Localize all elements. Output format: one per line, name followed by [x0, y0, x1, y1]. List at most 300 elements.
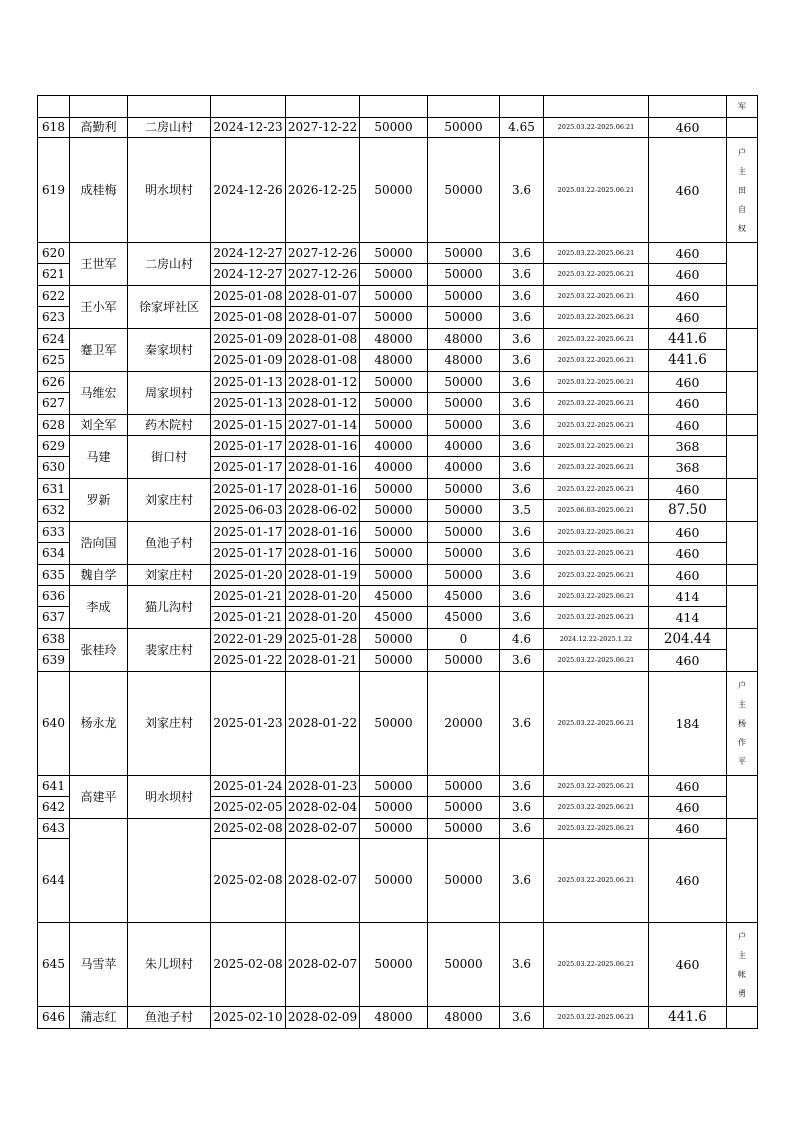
cell-no: 625: [38, 350, 70, 372]
cell-name: 张桂玲: [70, 629, 128, 672]
cell-note: 户 主 田 自 权: [727, 138, 758, 243]
cell-name: 王小军: [70, 286, 128, 329]
cell-rate: 3.6: [500, 923, 544, 1007]
cell-name: 杨永龙: [70, 672, 128, 776]
cell-note: [727, 118, 758, 138]
cell-period: 2025.03.22-2025.06.21: [544, 138, 649, 243]
cell-period: 2025.03.22-2025.06.21: [544, 650, 649, 672]
cell-end-date: 2028-01-23: [286, 776, 360, 797]
cell-subsidy: 460: [649, 415, 727, 436]
cell-period: 2025.03.22-2025.06.21: [544, 372, 649, 393]
cell-period: 2025.03.22-2025.06.21: [544, 923, 649, 1007]
cell-note: [727, 586, 758, 629]
cell-subsidy: 204.44: [649, 629, 727, 650]
cell-start-date: [211, 96, 286, 118]
cell-note: [727, 415, 758, 436]
cell-balance: 50000: [428, 500, 500, 522]
cell-name: 马维宏: [70, 372, 128, 415]
cell-village: 街口村: [128, 436, 211, 479]
cell-end-date: 2028-01-07: [286, 307, 360, 329]
cell-name: [70, 96, 128, 118]
table-row: [38, 138, 758, 243]
cell-balance: 50000: [428, 839, 500, 923]
cell-rate: 3.6: [500, 565, 544, 586]
cell-loan-amount: 50000: [360, 776, 428, 797]
cell-period: 2025.03.22-2025.06.21: [544, 393, 649, 415]
cell-village: 猫儿沟村: [128, 586, 211, 629]
table-row: [38, 819, 758, 839]
cell-name: 成桂梅: [70, 138, 128, 243]
cell-balance: 45000: [428, 586, 500, 607]
cell-balance: 50000: [428, 797, 500, 819]
table-row: [38, 96, 758, 118]
cell-rate: 3.6: [500, 543, 544, 565]
cell-period: 2025.03.22-2025.06.21: [544, 286, 649, 307]
cell-no: 619: [38, 138, 70, 243]
cell-loan-amount: 50000: [360, 393, 428, 415]
cell-subsidy: [649, 96, 727, 118]
cell-balance: 40000: [428, 457, 500, 479]
cell-start-date: 2025-01-24: [211, 776, 286, 797]
cell-balance: 40000: [428, 436, 500, 457]
cell-note: [727, 522, 758, 565]
cell-subsidy: 414: [649, 607, 727, 629]
cell-subsidy: 414: [649, 586, 727, 607]
cell-balance: 50000: [428, 565, 500, 586]
cell-village: 刘家庄村: [128, 565, 211, 586]
cell-rate: 3.6: [500, 819, 544, 839]
cell-balance: 50000: [428, 522, 500, 543]
cell-note: [727, 819, 758, 923]
cell-start-date: 2025-01-17: [211, 457, 286, 479]
table-row: [38, 118, 758, 138]
cell-balance: 48000: [428, 1007, 500, 1029]
cell-name: 浩向国: [70, 522, 128, 565]
cell-subsidy: 87.50: [649, 500, 727, 522]
cell-no: 633: [38, 522, 70, 543]
cell-village: 刘家庄村: [128, 672, 211, 776]
cell-no: 629: [38, 436, 70, 457]
cell-no: 618: [38, 118, 70, 138]
table-row: [38, 672, 758, 776]
cell-no: 627: [38, 393, 70, 415]
table-row: [38, 243, 758, 264]
cell-village: 秦家坝村: [128, 329, 211, 372]
cell-period: 2025.03.22-2025.06.21: [544, 436, 649, 457]
cell-rate: 3.6: [500, 479, 544, 500]
cell-start-date: 2024-12-26: [211, 138, 286, 243]
cell-period: 2025.03.22-2025.06.21: [544, 839, 649, 923]
cell-balance: 50000: [428, 650, 500, 672]
cell-end-date: 2028-01-21: [286, 650, 360, 672]
cell-no: 643: [38, 819, 70, 839]
cell-subsidy: 460: [649, 393, 727, 415]
cell-subsidy: 368: [649, 436, 727, 457]
cell-note: [727, 436, 758, 479]
table-row: [38, 586, 758, 607]
cell-no: 634: [38, 543, 70, 565]
cell-note: [727, 243, 758, 286]
cell-subsidy: 460: [649, 372, 727, 393]
cell-end-date: 2028-01-08: [286, 329, 360, 350]
table-row: [38, 1007, 758, 1029]
table-row: [38, 923, 758, 1007]
cell-end-date: 2028-01-12: [286, 372, 360, 393]
cell-balance: 50000: [428, 776, 500, 797]
cell-note: 户 主 帐 勇: [727, 923, 758, 1007]
cell-subsidy: 460: [649, 286, 727, 307]
cell-subsidy: 460: [649, 923, 727, 1007]
cell-subsidy: 460: [649, 264, 727, 286]
cell-rate: 3.6: [500, 839, 544, 923]
cell-end-date: 2028-02-07: [286, 839, 360, 923]
cell-start-date: 2025-01-08: [211, 307, 286, 329]
table-row: [38, 286, 758, 307]
cell-subsidy: 460: [649, 243, 727, 264]
cell-start-date: 2024-12-23: [211, 118, 286, 138]
cell-village: 鱼池子村: [128, 522, 211, 565]
cell-rate: 3.6: [500, 415, 544, 436]
cell-no: 632: [38, 500, 70, 522]
cell-subsidy: 441.6: [649, 350, 727, 372]
cell-period: 2025.03.22-2025.06.21: [544, 776, 649, 797]
cell-no: 628: [38, 415, 70, 436]
cell-balance: 50000: [428, 307, 500, 329]
cell-loan-amount: 50000: [360, 629, 428, 650]
cell-start-date: 2025-01-17: [211, 522, 286, 543]
cell-subsidy: 460: [649, 797, 727, 819]
cell-note: [727, 1007, 758, 1029]
cell-start-date: 2025-01-17: [211, 436, 286, 457]
cell-start-date: 2024-12-27: [211, 264, 286, 286]
cell-loan-amount: 50000: [360, 672, 428, 776]
cell-end-date: 2028-02-07: [286, 923, 360, 1007]
cell-start-date: 2025-01-13: [211, 372, 286, 393]
cell-loan-amount: [360, 96, 428, 118]
cell-end-date: 2028-01-20: [286, 607, 360, 629]
cell-period: 2025.03.22-2025.06.21: [544, 565, 649, 586]
cell-note: [727, 329, 758, 372]
cell-end-date: 2028-01-12: [286, 393, 360, 415]
cell-period: 2025.03.22-2025.06.21: [544, 329, 649, 350]
cell-subsidy: 460: [649, 307, 727, 329]
cell-no: 642: [38, 797, 70, 819]
cell-loan-amount: 50000: [360, 372, 428, 393]
cell-period: 2025.03.22-2025.06.21: [544, 797, 649, 819]
cell-rate: 4.65: [500, 118, 544, 138]
cell-rate: 4.6: [500, 629, 544, 650]
cell-period: 2024.12.22-2025.1.22: [544, 629, 649, 650]
cell-balance: 50000: [428, 138, 500, 243]
cell-rate: 3.6: [500, 329, 544, 350]
cell-loan-amount: 45000: [360, 607, 428, 629]
cell-loan-amount: 48000: [360, 1007, 428, 1029]
cell-name: 罗新: [70, 479, 128, 522]
cell-rate: 3.5: [500, 500, 544, 522]
cell-end-date: 2025-01-28: [286, 629, 360, 650]
cell-period: 2025.03.22-2025.06.21: [544, 457, 649, 479]
cell-rate: 3.6: [500, 776, 544, 797]
cell-rate: 3.6: [500, 457, 544, 479]
cell-rate: 3.6: [500, 522, 544, 543]
cell-balance: 20000: [428, 672, 500, 776]
table-row: [38, 776, 758, 797]
cell-period: 2025.03.22-2025.06.21: [544, 307, 649, 329]
cell-rate: [500, 96, 544, 118]
cell-balance: 50000: [428, 286, 500, 307]
cell-balance: 50000: [428, 118, 500, 138]
cell-end-date: 2028-02-09: [286, 1007, 360, 1029]
cell-balance: 48000: [428, 329, 500, 350]
loan-subsidy-table: [37, 95, 758, 1029]
cell-subsidy: 460: [649, 522, 727, 543]
cell-start-date: 2025-01-21: [211, 607, 286, 629]
cell-rate: 3.6: [500, 797, 544, 819]
cell-end-date: 2028-01-16: [286, 543, 360, 565]
cell-subsidy: 368: [649, 457, 727, 479]
cell-subsidy: 460: [649, 776, 727, 797]
cell-no: 638: [38, 629, 70, 650]
cell-end-date: [286, 96, 360, 118]
cell-balance: 48000: [428, 350, 500, 372]
cell-rate: 3.6: [500, 607, 544, 629]
table-row: [38, 565, 758, 586]
cell-loan-amount: 45000: [360, 586, 428, 607]
cell-end-date: 2028-01-16: [286, 479, 360, 500]
cell-period: 2025.03.22-2025.06.21: [544, 543, 649, 565]
cell-loan-amount: 50000: [360, 543, 428, 565]
cell-rate: 3.6: [500, 243, 544, 264]
cell-no: 636: [38, 586, 70, 607]
cell-note: [727, 479, 758, 522]
cell-period: 2025.03.22-2025.06.21: [544, 243, 649, 264]
cell-end-date: 2028-01-19: [286, 565, 360, 586]
cell-rate: 3.6: [500, 436, 544, 457]
cell-start-date: 2025-02-08: [211, 923, 286, 1007]
cell-no: 645: [38, 923, 70, 1007]
cell-rate: 3.6: [500, 672, 544, 776]
cell-subsidy: 460: [649, 118, 727, 138]
cell-note: 户 主 杨 作 平: [727, 672, 758, 776]
cell-start-date: 2025-01-08: [211, 286, 286, 307]
cell-rate: 3.6: [500, 307, 544, 329]
cell-balance: 50000: [428, 264, 500, 286]
cell-period: [544, 96, 649, 118]
cell-balance: 50000: [428, 543, 500, 565]
cell-no: 646: [38, 1007, 70, 1029]
cell-rate: 3.6: [500, 1007, 544, 1029]
cell-period: 2025.03.22-2025.06.21: [544, 350, 649, 372]
cell-loan-amount: 48000: [360, 350, 428, 372]
cell-rate: 3.6: [500, 393, 544, 415]
cell-loan-amount: 50000: [360, 923, 428, 1007]
cell-start-date: 2025-01-23: [211, 672, 286, 776]
cell-start-date: 2025-01-20: [211, 565, 286, 586]
cell-period: 2025.03.22-2025.06.21: [544, 586, 649, 607]
cell-name: [70, 819, 128, 923]
cell-loan-amount: 50000: [360, 500, 428, 522]
cell-name: 高建平: [70, 776, 128, 819]
cell-period: 2025.03.22-2025.06.21: [544, 118, 649, 138]
cell-no: 641: [38, 776, 70, 797]
cell-loan-amount: 50000: [360, 286, 428, 307]
cell-no: 631: [38, 479, 70, 500]
cell-no: 630: [38, 457, 70, 479]
cell-loan-amount: 50000: [360, 415, 428, 436]
cell-no: 644: [38, 839, 70, 923]
cell-village: 周家坝村: [128, 372, 211, 415]
cell-no: 635: [38, 565, 70, 586]
cell-village: 药木院村: [128, 415, 211, 436]
cell-balance: [428, 96, 500, 118]
cell-note: [727, 565, 758, 586]
cell-balance: 50000: [428, 819, 500, 839]
cell-subsidy: 460: [649, 819, 727, 839]
cell-loan-amount: 40000: [360, 436, 428, 457]
cell-loan-amount: 50000: [360, 243, 428, 264]
table-row: [38, 372, 758, 393]
cell-no: [38, 96, 70, 118]
cell-start-date: 2025-02-08: [211, 819, 286, 839]
cell-period: 2025.03.22-2025.06.21: [544, 522, 649, 543]
cell-note: 军: [727, 96, 758, 118]
cell-no: 620: [38, 243, 70, 264]
cell-subsidy: 184: [649, 672, 727, 776]
table-body: [38, 96, 758, 1029]
cell-end-date: 2028-01-16: [286, 457, 360, 479]
cell-period: 2025.06.03-2025.06.21: [544, 500, 649, 522]
cell-end-date: 2028-01-20: [286, 586, 360, 607]
cell-balance: 50000: [428, 393, 500, 415]
cell-end-date: 2027-12-26: [286, 243, 360, 264]
cell-start-date: 2025-01-15: [211, 415, 286, 436]
cell-village: 鱼池子村: [128, 1007, 211, 1029]
cell-end-date: 2027-12-26: [286, 264, 360, 286]
cell-start-date: 2025-01-17: [211, 543, 286, 565]
cell-period: 2025.03.22-2025.06.21: [544, 1007, 649, 1029]
cell-start-date: 2025-01-09: [211, 329, 286, 350]
cell-start-date: 2025-01-21: [211, 586, 286, 607]
cell-name: 魏自学: [70, 565, 128, 586]
cell-loan-amount: 48000: [360, 329, 428, 350]
cell-subsidy: 460: [649, 565, 727, 586]
cell-village: 裴家庄村: [128, 629, 211, 672]
cell-subsidy: 460: [649, 479, 727, 500]
cell-village: 二房山村: [128, 243, 211, 286]
cell-subsidy: 460: [649, 650, 727, 672]
cell-start-date: 2025-02-08: [211, 839, 286, 923]
cell-name: 刘全军: [70, 415, 128, 436]
cell-loan-amount: 50000: [360, 565, 428, 586]
cell-subsidy: 460: [649, 543, 727, 565]
cell-note: [727, 776, 758, 819]
cell-balance: 50000: [428, 415, 500, 436]
cell-no: 622: [38, 286, 70, 307]
table-row: [38, 629, 758, 650]
cell-end-date: 2028-06-02: [286, 500, 360, 522]
cell-end-date: 2028-01-16: [286, 522, 360, 543]
cell-start-date: 2025-01-09: [211, 350, 286, 372]
cell-subsidy: 441.6: [649, 329, 727, 350]
cell-village: 朱儿坝村: [128, 923, 211, 1007]
cell-loan-amount: 50000: [360, 797, 428, 819]
cell-start-date: 2025-02-05: [211, 797, 286, 819]
table-row: [38, 329, 758, 350]
cell-village: 明水坝村: [128, 138, 211, 243]
cell-no: 626: [38, 372, 70, 393]
cell-village: 刘家庄村: [128, 479, 211, 522]
cell-period: 2025.03.22-2025.06.21: [544, 415, 649, 436]
cell-balance: 50000: [428, 479, 500, 500]
cell-village: [128, 819, 211, 923]
cell-loan-amount: 50000: [360, 522, 428, 543]
cell-start-date: 2025-01-22: [211, 650, 286, 672]
cell-name: 蹇卫军: [70, 329, 128, 372]
cell-rate: 3.6: [500, 372, 544, 393]
cell-rate: 3.6: [500, 286, 544, 307]
cell-loan-amount: 50000: [360, 839, 428, 923]
cell-village: [128, 96, 211, 118]
cell-period: 2025.03.22-2025.06.21: [544, 264, 649, 286]
cell-no: 624: [38, 329, 70, 350]
cell-name: 蒲志红: [70, 1007, 128, 1029]
cell-name: 高勤利: [70, 118, 128, 138]
cell-subsidy: 460: [649, 138, 727, 243]
cell-balance: 50000: [428, 243, 500, 264]
cell-start-date: 2022-01-29: [211, 629, 286, 650]
cell-subsidy: 441.6: [649, 1007, 727, 1029]
cell-end-date: 2028-02-04: [286, 797, 360, 819]
cell-end-date: 2028-01-07: [286, 286, 360, 307]
cell-name: 王世军: [70, 243, 128, 286]
cell-start-date: 2025-01-17: [211, 479, 286, 500]
cell-loan-amount: 50000: [360, 118, 428, 138]
cell-start-date: 2025-01-13: [211, 393, 286, 415]
cell-start-date: 2024-12-27: [211, 243, 286, 264]
cell-period: 2025.03.22-2025.06.21: [544, 672, 649, 776]
cell-subsidy: 460: [649, 839, 727, 923]
table-row: [38, 479, 758, 500]
cell-loan-amount: 50000: [360, 264, 428, 286]
table-row: [38, 415, 758, 436]
cell-no: 637: [38, 607, 70, 629]
cell-period: 2025.03.22-2025.06.21: [544, 479, 649, 500]
cell-rate: 3.6: [500, 586, 544, 607]
cell-period: 2025.03.22-2025.06.21: [544, 819, 649, 839]
cell-rate: 3.6: [500, 650, 544, 672]
cell-start-date: 2025-02-10: [211, 1007, 286, 1029]
cell-no: 639: [38, 650, 70, 672]
table-row: [38, 522, 758, 543]
cell-end-date: 2027-01-14: [286, 415, 360, 436]
cell-end-date: 2027-12-22: [286, 118, 360, 138]
cell-balance: 50000: [428, 372, 500, 393]
cell-loan-amount: 50000: [360, 307, 428, 329]
cell-end-date: 2026-12-25: [286, 138, 360, 243]
cell-end-date: 2028-01-08: [286, 350, 360, 372]
cell-name: 李成: [70, 586, 128, 629]
cell-no: 623: [38, 307, 70, 329]
cell-note: [727, 286, 758, 329]
cell-balance: 50000: [428, 923, 500, 1007]
cell-rate: 3.6: [500, 264, 544, 286]
cell-village: 二房山村: [128, 118, 211, 138]
cell-period: 2025.03.22-2025.06.21: [544, 607, 649, 629]
cell-loan-amount: 50000: [360, 138, 428, 243]
cell-loan-amount: 50000: [360, 650, 428, 672]
cell-end-date: 2028-01-22: [286, 672, 360, 776]
cell-loan-amount: 40000: [360, 457, 428, 479]
